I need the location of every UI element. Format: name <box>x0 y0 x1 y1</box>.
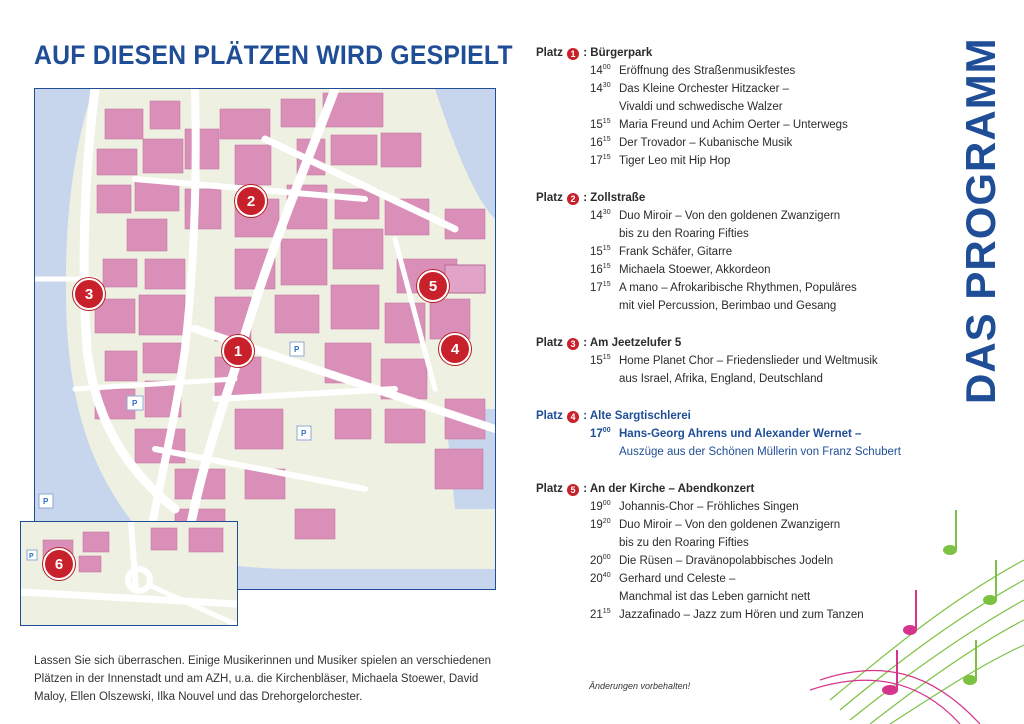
svg-text:P: P <box>132 399 138 408</box>
event-time <box>590 243 618 261</box>
event-minute: 30 <box>602 82 611 89</box>
event-title: Johannis-Chor – Fröhliches Singen <box>619 501 799 513</box>
venue-number-badge: 2 <box>567 193 579 205</box>
venue-heading <box>536 44 936 62</box>
event-hour: 19 <box>590 501 603 513</box>
music-notes-decoration <box>810 480 1024 724</box>
venue-number-badge: 5 <box>567 484 579 496</box>
event-title: Eröffnung des Straßenmusikfestes <box>619 65 796 77</box>
event-title: Hans-Georg Ahrens und Alexander Wernet – <box>619 428 862 440</box>
event-title: Die Rüsen – Dravänopolabbisches Jodeln <box>619 555 834 567</box>
svg-text:P: P <box>294 345 300 354</box>
event-title-continued: Manchmal ist das Leben garnicht nett <box>619 591 811 603</box>
event-title: Das Kleine Orchester Hitzacker – <box>619 83 790 95</box>
venue-3 <box>536 334 936 388</box>
page-title: AUF DIESEN PLÄTZEN WIRD GESPIELT <box>34 40 513 70</box>
venue-name: : Alte Sargtischlerei <box>583 410 691 422</box>
event-title: Maria Freund und Achim Oerter – Unterwegs <box>619 119 848 131</box>
venue-prefix: Platz <box>536 410 563 422</box>
venue-number-badge: 4 <box>567 411 579 423</box>
map-graphic <box>35 89 495 589</box>
event-title: Jazzafinado – Jazz zum Hören und zum Tanzen <box>619 609 864 621</box>
event-time <box>590 352 618 370</box>
venue-2 <box>536 189 936 315</box>
venue-name: : Bürgerpark <box>583 47 653 59</box>
venue-1 <box>536 44 936 170</box>
svg-text:P: P <box>43 497 49 506</box>
event-time <box>590 62 618 80</box>
venue-prefix: Platz <box>536 483 563 495</box>
event-minute: 00 <box>602 427 611 434</box>
event-time <box>590 279 618 297</box>
venue-heading <box>536 189 936 207</box>
event-time <box>590 116 618 134</box>
map-marker-6[interactable]: 6 <box>43 548 75 580</box>
event-title-continued: mit viel Percussion, Berimbao und Gesang <box>619 300 837 312</box>
event-hour: 14 <box>590 83 603 95</box>
event-hour: 14 <box>590 210 603 222</box>
event-hour: 17 <box>590 428 603 440</box>
event-title: Der Trovador – Kubanische Musik <box>619 137 793 149</box>
changes-note: Änderungen vorbehalten! <box>589 681 691 691</box>
event-minute: 00 <box>602 500 611 507</box>
event-minute: 00 <box>602 554 611 561</box>
event-minute: 00 <box>602 64 611 71</box>
venue-prefix: Platz <box>536 47 563 59</box>
venue-number-badge: 3 <box>567 338 579 350</box>
inset-map[interactable] <box>20 521 238 626</box>
map-marker-3[interactable]: 3 <box>73 278 105 310</box>
event-title: Gerhard und Celeste – <box>619 573 736 585</box>
event-time <box>590 498 618 516</box>
event-time <box>590 552 618 570</box>
event-title-continued: bis zu den Roaring Fifties <box>619 228 749 240</box>
map-marker-4[interactable]: 4 <box>439 333 471 365</box>
venue-number-badge: 1 <box>567 48 579 60</box>
event-hour: 16 <box>590 264 603 276</box>
event-title: Frank Schäfer, Gitarre <box>619 246 733 258</box>
map-marker-5[interactable]: 5 <box>417 270 449 302</box>
event-row <box>536 279 936 297</box>
event-time <box>590 425 618 443</box>
event-minute: 15 <box>602 245 611 252</box>
event-minute: 15 <box>602 608 611 615</box>
event-row <box>536 207 936 225</box>
svg-text:P: P <box>301 429 307 438</box>
event-title: Home Planet Chor – Friedenslieder und Weltmusik <box>619 355 878 367</box>
event-title-continued: Auszüge aus der Schönen Müllerin von Franz Schubert <box>619 446 901 458</box>
venue-heading <box>536 407 936 425</box>
event-title-continued: Vivaldi und schwedische Walzer <box>619 101 783 113</box>
event-row <box>536 425 936 443</box>
event-hour: 20 <box>590 555 603 567</box>
event-row <box>536 116 936 134</box>
event-hour: 16 <box>590 137 603 149</box>
event-time <box>590 207 618 225</box>
map-marker-1[interactable]: 1 <box>222 335 254 367</box>
venue-prefix: Platz <box>536 192 563 204</box>
event-row <box>536 152 936 170</box>
venue-heading <box>536 334 936 352</box>
map-marker-2[interactable]: 2 <box>235 185 267 217</box>
venue-name: : An der Kirche – Abendkonzert <box>583 483 755 495</box>
event-hour: 17 <box>590 155 603 167</box>
event-title-continued: bis zu den Roaring Fifties <box>619 537 749 549</box>
event-minute: 15 <box>602 118 611 125</box>
event-row <box>536 80 936 98</box>
footer-text: Lassen Sie sich überraschen. Einige Musikerinnen und Musiker spielen an verschiedenen Plätzen in der Innenstadt und am AZH, u.a. die Kirchenbläser, Michaela Stoewer, David Maloy, Ellen Olszewski, Ilka Nouvel und das Drehorgelorchester. <box>34 654 492 703</box>
event-hour: 15 <box>590 246 603 258</box>
event-minute: 15 <box>602 263 611 270</box>
event-time <box>590 261 618 279</box>
event-hour: 14 <box>590 65 603 77</box>
venue-4 <box>536 407 936 461</box>
event-time <box>590 80 618 98</box>
event-row <box>536 352 936 370</box>
event-title: Michaela Stoewer, Akkordeon <box>619 264 771 276</box>
event-hour: 17 <box>590 282 603 294</box>
event-title: Duo Miroir – Von den goldenen Zwanzigern <box>619 210 841 222</box>
event-title: Tiger Leo mit Hip Hop <box>619 155 731 167</box>
event-title-continued: aus Israel, Afrika, England, Deutschland <box>619 373 823 385</box>
event-time <box>590 570 618 588</box>
venue-name: : Zollstraße <box>583 192 646 204</box>
event-minute: 15 <box>602 281 611 288</box>
event-minute: 40 <box>602 572 611 579</box>
svg-text:P: P <box>29 553 34 560</box>
event-hour: 15 <box>590 119 603 131</box>
event-row <box>536 243 936 261</box>
venue-name: : Am Jeetzelufer 5 <box>583 337 682 349</box>
event-minute: 30 <box>602 209 611 216</box>
venue-prefix: Platz <box>536 337 563 349</box>
event-row <box>536 134 936 152</box>
event-hour: 15 <box>590 355 603 367</box>
event-time <box>590 134 618 152</box>
event-time <box>590 516 618 534</box>
event-row <box>536 62 936 80</box>
event-hour: 21 <box>590 609 603 621</box>
event-title: A mano – Afrokaribische Rhythmen, Populäres <box>619 282 857 294</box>
event-hour: 20 <box>590 573 603 585</box>
event-minute: 15 <box>602 154 611 161</box>
event-minute: 15 <box>602 136 611 143</box>
event-row <box>536 261 936 279</box>
event-time <box>590 152 618 170</box>
side-title: DAS PROGRAMM <box>957 37 1004 404</box>
event-minute: 20 <box>602 518 611 525</box>
town-map[interactable] <box>34 88 496 590</box>
event-hour: 19 <box>590 519 603 531</box>
event-title: Duo Miroir – Von den goldenen Zwanzigern <box>619 519 841 531</box>
event-time <box>590 606 618 624</box>
event-minute: 15 <box>602 354 611 361</box>
